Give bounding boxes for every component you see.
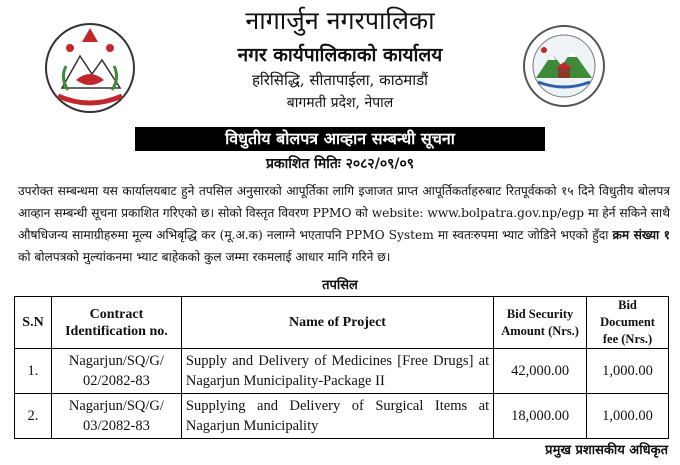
- row-sn: 2.: [15, 394, 52, 439]
- table-header-row: [15, 297, 669, 349]
- row-contract-line1: Nagarjun/SQ/G/: [68, 353, 164, 369]
- notice-paragraph-part2: को बोलपत्रको मुल्यांकनमा भ्याट बाहेकको कुल जम्मा रकमलाई आधार मानि गरिने छ।: [18, 250, 391, 264]
- row-contract-id: [51, 394, 181, 439]
- municipality-name: नागार्जुन नगरपालिका: [245, 6, 435, 35]
- row-bid-doc-fee: 1,000.00: [587, 394, 669, 439]
- row-sn: 1.: [15, 349, 52, 394]
- header-bid-security-line1: Bid Security: [506, 306, 574, 321]
- notice-paragraph-part1: उपरोक्त सम्बन्धमा यस कार्यालयबाट हुने तपसिल अनुसारको आपूर्तिका लागि इजाजत प्राप्त आपूर्तिकर्ताहरुबाट रितपूर्वकको १५ दिने विधुतीय बोलपत्र आव्हान सम्बन्धी सूचना प्रकाशित गरिएको छ। सोको विस्तृत विवरण PPMO को website: www.bolpatra.gov.np/egp मा हेर्न सकिने साथै औषधिजन्य सामाग्रीहरुमा मूल्य अभिबृद्धि कर (मू.अ.क) नलाग्ने भएतापनि PPMO System मा स्वतःरुपमा भ्याट जोडिने भएको हुँदा: [18, 184, 670, 242]
- province-country: बागमती प्रदेश, नेपाल: [286, 95, 394, 111]
- signatory-title: प्रमुख प्रशासकीय अधिकृत: [545, 443, 668, 458]
- office-name: नगर कार्यपालिकाको कार्यालय: [237, 44, 443, 66]
- header-project: Name of Project: [181, 297, 493, 349]
- row-contract-line1: Nagarjun/SQ/G/: [68, 398, 164, 414]
- row-bid-security: 18,000.00: [494, 394, 587, 439]
- header-contract-line2: Identification no.: [65, 323, 168, 339]
- table-row: [15, 394, 669, 439]
- notice-paragraph-bold: क्रम संख्या १: [612, 228, 670, 242]
- nagarjun-municipality-logo-icon: [522, 24, 606, 108]
- header-bid-doc-line2: fee (Nrs.): [602, 332, 653, 346]
- schedule-heading: तपसिल: [322, 278, 358, 293]
- row-bid-doc-fee: 1,000.00: [587, 349, 669, 394]
- row-bid-security: 42,000.00: [494, 349, 587, 394]
- published-date: प्रकाशित मितिः २०८२/०९/०९: [265, 156, 415, 172]
- header-bid-doc-fee: [587, 297, 669, 349]
- bid-table: [14, 296, 669, 439]
- notice-paragraph: [18, 180, 670, 268]
- header-bid-doc-line1: Bid Document: [600, 298, 655, 329]
- row-contract-line2: 03/2082-83: [82, 418, 150, 434]
- row-project: Supply and Delivery of Medicines [Free Drugs] at Nagarjun Municipality-Package II: [181, 349, 493, 394]
- row-contract-line2: 02/2082-83: [82, 373, 150, 389]
- row-project: Supplying and Delivery of Surgical Items at Nagarjun Municipality: [181, 394, 493, 439]
- table-row: [15, 349, 669, 394]
- header-bid-security: [494, 297, 587, 349]
- row-contract-id: [51, 349, 181, 394]
- header-contract-line1: Contract: [89, 306, 144, 322]
- header-sn: S.N: [15, 297, 52, 349]
- notice-title-banner: विधुतीय बोलपत्र आव्हान सम्बन्धी सूचना: [135, 127, 545, 151]
- header-contract-id: [51, 297, 181, 349]
- office-address: हरिसिद्धि, सीतापाईला, काठमाडौं: [251, 71, 429, 89]
- header-bid-security-line2: Amount (Nrs.): [501, 323, 579, 338]
